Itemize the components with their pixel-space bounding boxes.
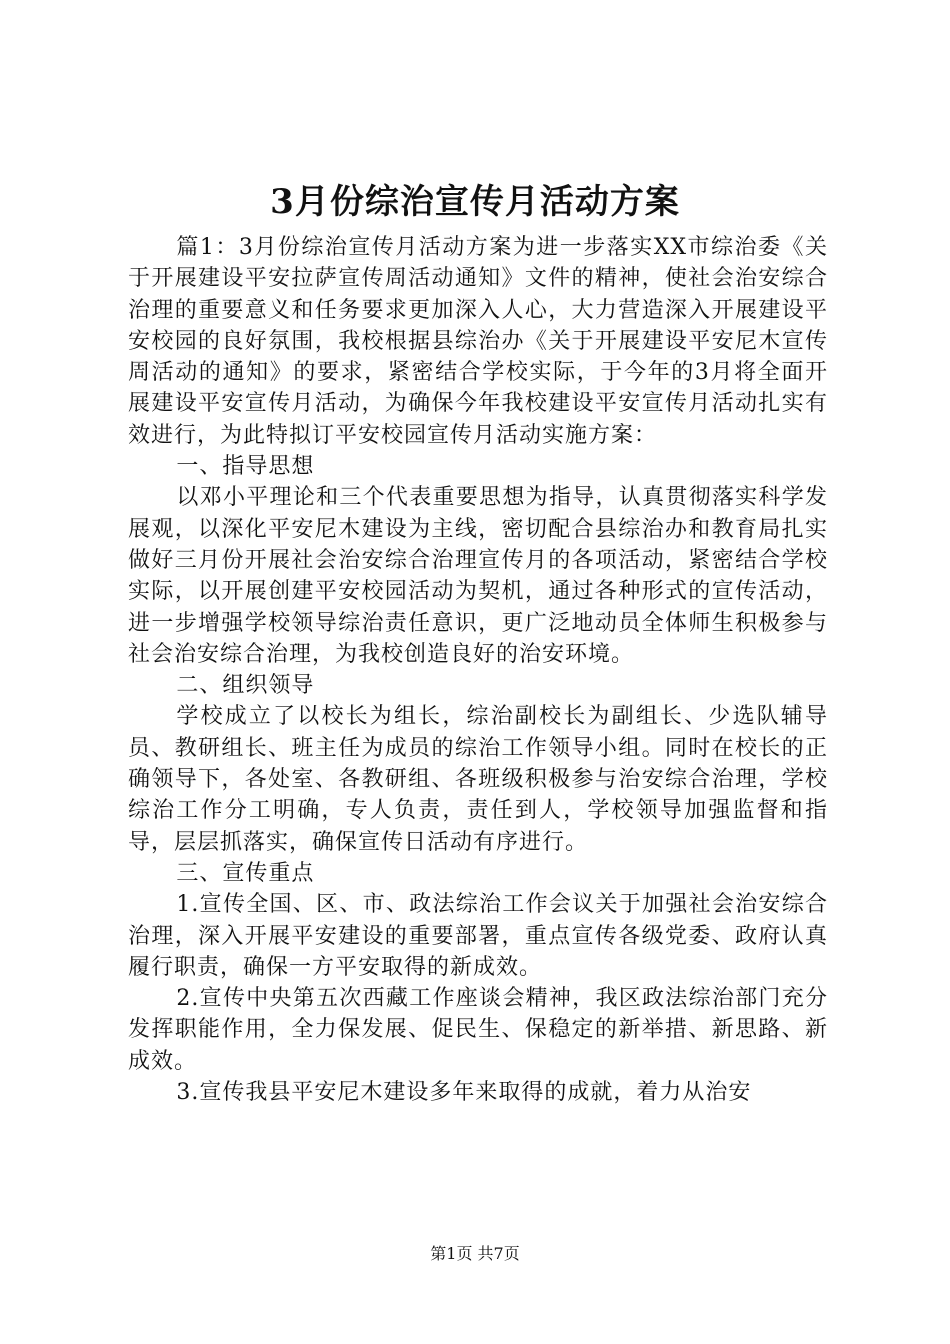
- page-footer: 第1页 共7页: [430, 1244, 520, 1263]
- list-item-publicity-2: 2.宣传中央第五次西藏工作座谈会精神，我区政法综治部门充分发挥职能作用，全力保发展、促民生、保稳定的新举措、新思路、新成效。: [128, 986, 828, 1074]
- section-heading-organization: 二、组织领导: [176, 673, 315, 699]
- section-heading-guiding-ideology: 一、指导思想: [176, 454, 315, 480]
- list-item-publicity-3: 3.宣传我县平安尼木建设多年来取得的成就，着力从治安: [176, 1080, 752, 1106]
- section-heading-publicity-focus: 三、宣传重点: [176, 860, 315, 886]
- paragraph-intro: 篇1：3月份综治宣传月活动方案为进一步落实XX市综治委《关于开展建设平安拉萨宣传周活动通知》文件的精神，使社会治安综合治理的重要意义和任务要求更加深入人心，大力营造深入开展建设平安校园的良好氛围，我校根据县综治办《关于开展建设平安尼木宣传周活动的通知》的要求，紧密结合学校实际，于今年的3月将全面开展建设平安宣传月活动，为确保今年我校建设平安宣传月活动扎实有效进行，为此特拟订平安校园宣传月活动实施方案：: [128, 235, 828, 448]
- list-item-publicity-1: 1.宣传全国、区、市、政法综治工作会议关于加强社会治安综合治理，深入开展平安建设的重要部署，重点宣传各级党委、政府认真履行职责，确保一方平安取得的新成效。: [128, 892, 828, 980]
- document-title: 3月份综治宣传月活动方案: [270, 182, 680, 222]
- paragraph-organization: 学校成立了以校长为组长，综治副校长为副组长、少选队辅导员、教研组长、班主任为成员的综治工作领导小组。同时在校长的正确领导下，各处室、各教研组、各班级积极参与治安综合治理，学校综治工作分工明确，专人负责，责任到人，学校领导加强监督和指导，层层抓落实，确保宣传日活动有序进行。: [128, 704, 828, 855]
- document-body: [128, 232, 828, 1108]
- paragraph-guiding-ideology: 以邓小平理论和三个代表重要思想为指导，认真贯彻落实科学发展观，以深化平安尼木建设为主线，密切配合县综治办和教育局扎实做好三月份开展社会治安综合治理宣传月的各项活动，紧密结合学校实际，以开展创建平安校园活动为契机，通过各种形式的宣传活动，进一步增强学校领导综治责任意识，更广泛地动员全体师生积极参与社会治安综合治理，为我校创造良好的治安环境。: [128, 485, 828, 667]
